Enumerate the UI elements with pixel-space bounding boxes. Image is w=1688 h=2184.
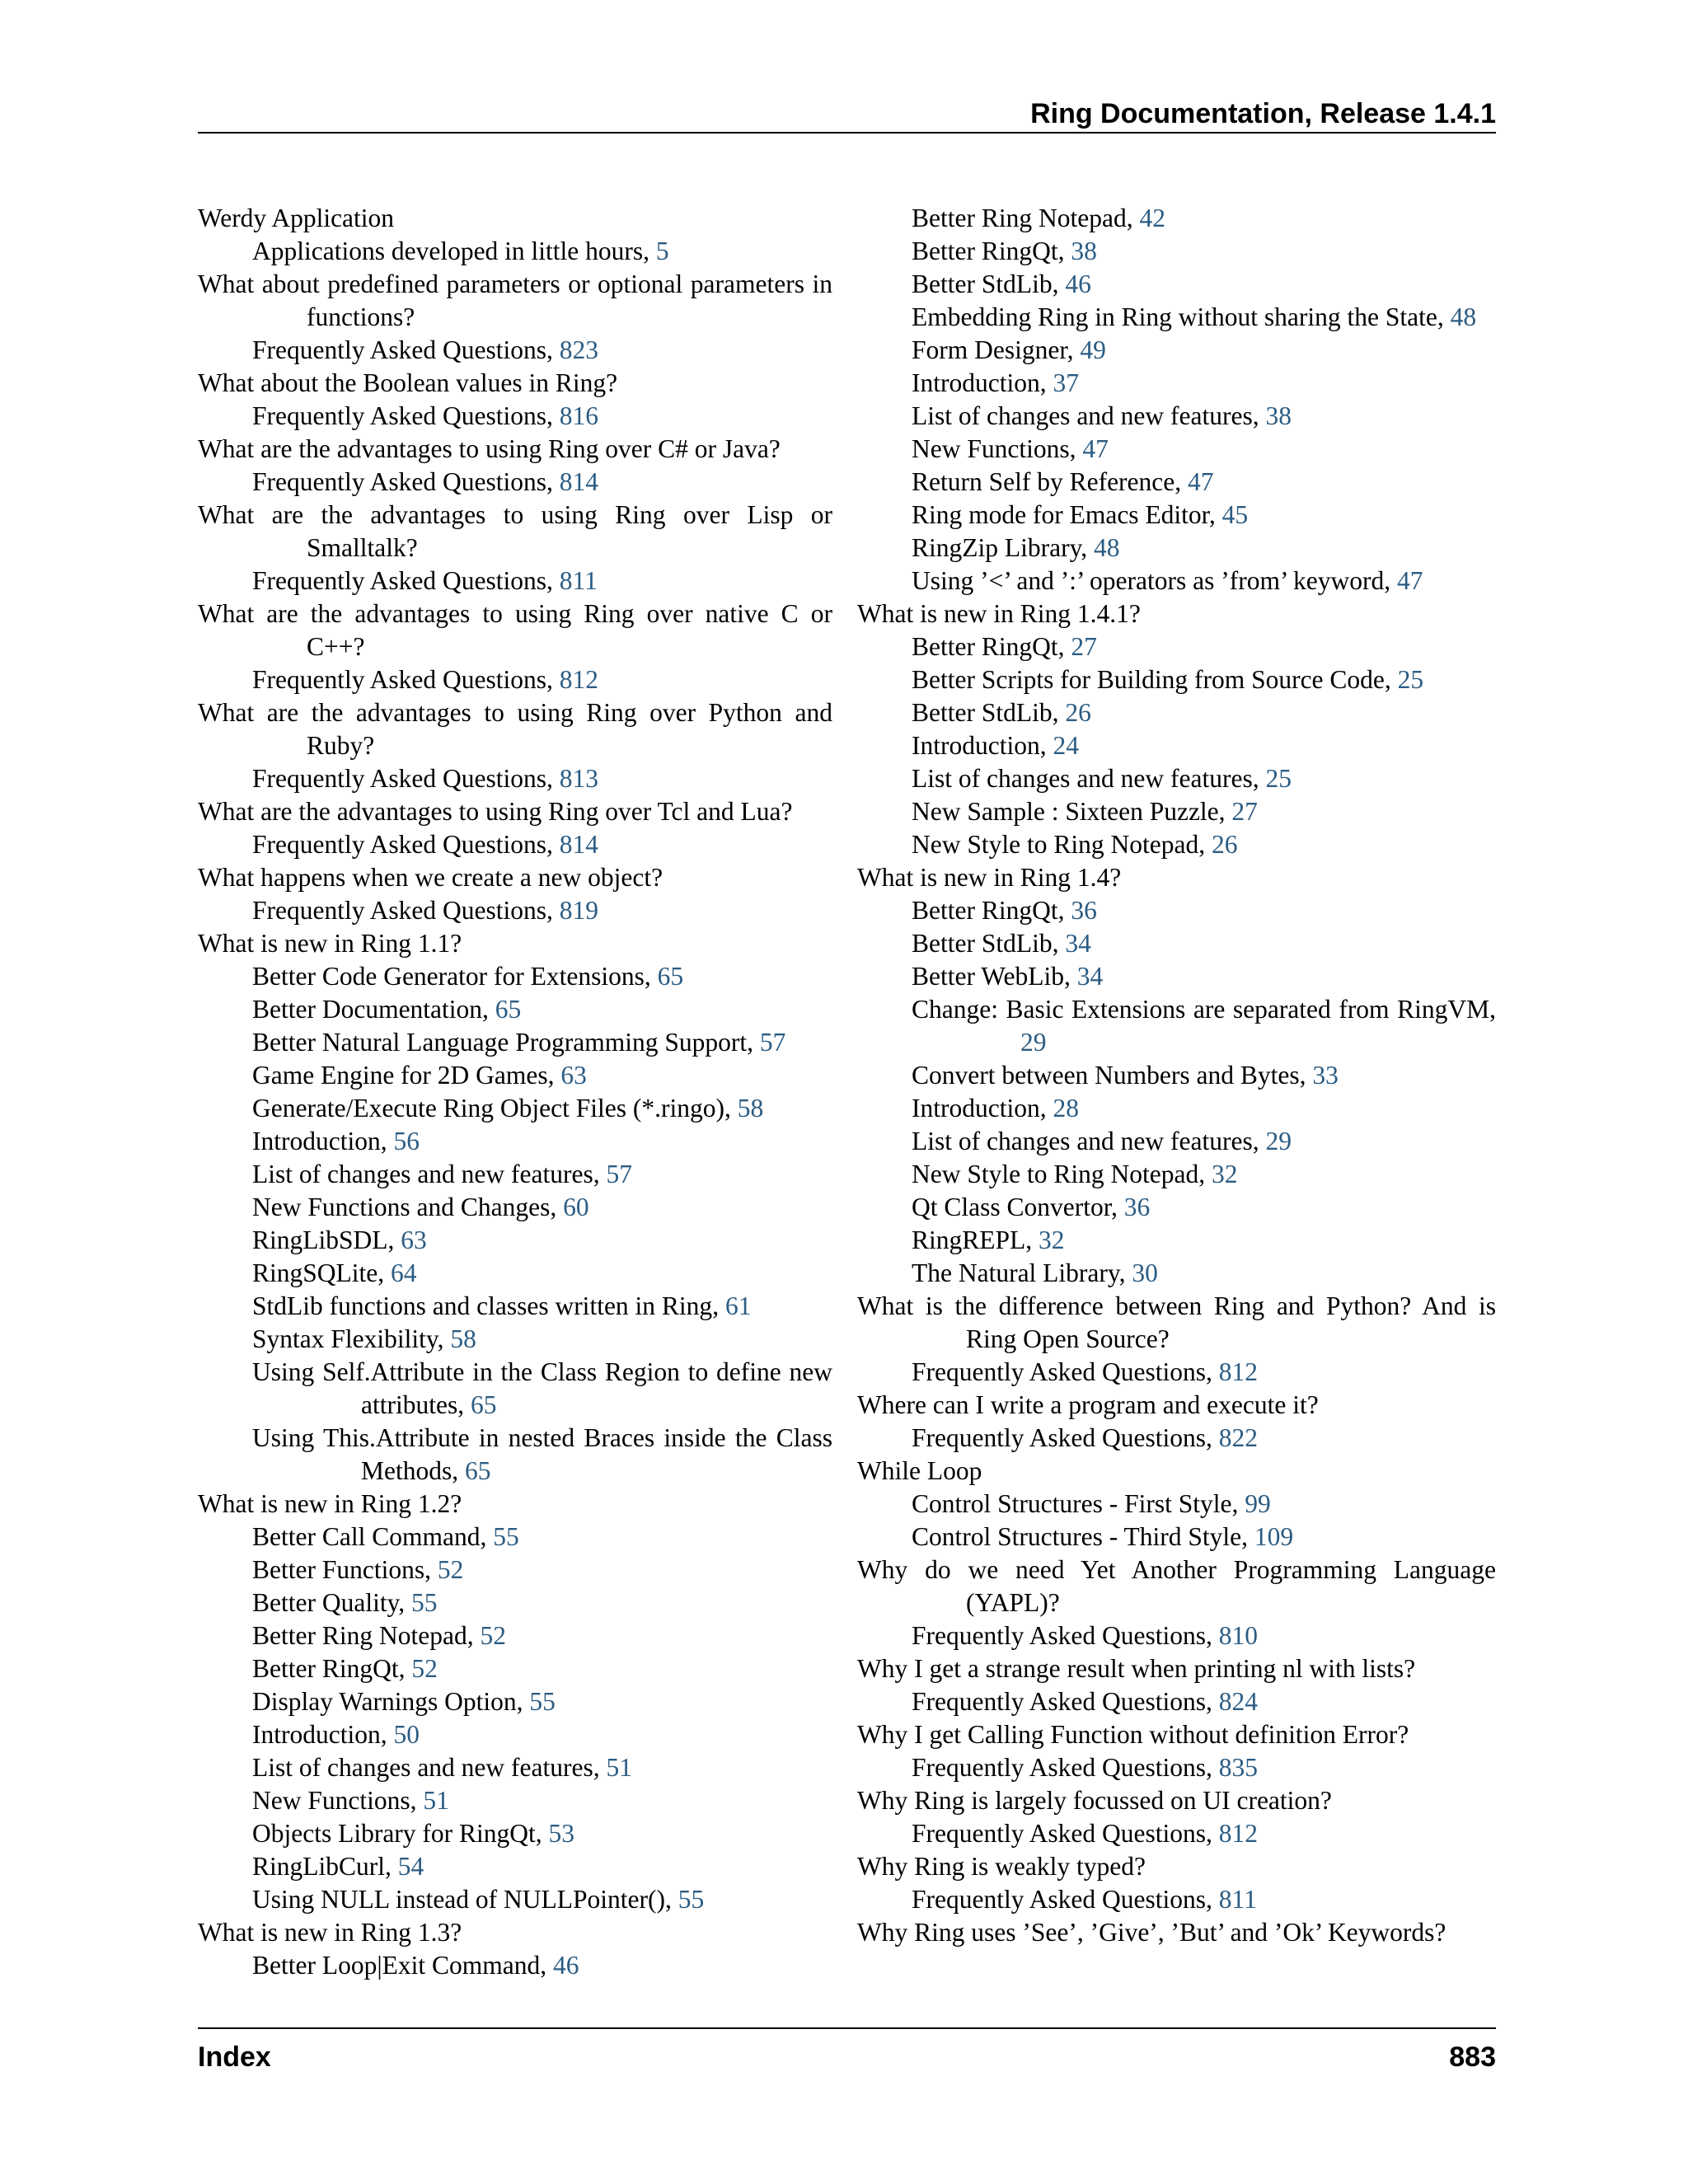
subentry-label: Frequently Asked Questions bbox=[912, 1885, 1206, 1914]
page-reference-link[interactable]: 57 bbox=[759, 1028, 786, 1057]
page-reference-link[interactable]: 36 bbox=[1071, 896, 1097, 925]
subentry-label: The Natural Library bbox=[912, 1258, 1119, 1287]
subentry-label: Better Quality bbox=[252, 1588, 399, 1617]
subentry-label: Convert between Numbers and Bytes bbox=[912, 1061, 1300, 1090]
subentry-label: Better Documentation bbox=[252, 995, 483, 1024]
index-subentry: New Style to Ring Notepad, 26 bbox=[912, 830, 1238, 859]
index-subentry: Frequently Asked Questions, 814 bbox=[252, 830, 598, 859]
subentry-label: Control Structures - First Style bbox=[912, 1489, 1232, 1518]
subentry-label: Frequently Asked Questions bbox=[912, 1357, 1206, 1386]
subentry-label: New Functions and Changes bbox=[252, 1193, 551, 1221]
index-subentry: Better StdLib, 46 bbox=[912, 269, 1091, 298]
index-subentry: Better Loop|Exit Command, 46 bbox=[252, 1951, 579, 1980]
page-reference-link[interactable]: 816 bbox=[559, 401, 598, 430]
page-reference-link[interactable]: 823 bbox=[559, 335, 598, 364]
page-reference-link[interactable]: 812 bbox=[559, 665, 598, 694]
index-subentry: Convert between Numbers and Bytes, 33 bbox=[912, 1061, 1339, 1090]
page-reference-link[interactable]: 49 bbox=[1080, 335, 1106, 364]
page-reference-link[interactable]: 51 bbox=[423, 1786, 449, 1815]
index-subentry: Qt Class Convertor, 36 bbox=[912, 1193, 1151, 1221]
page-number: 883 bbox=[1449, 2041, 1496, 2073]
page-reference-link[interactable]: 42 bbox=[1139, 204, 1165, 232]
subentry-label: Using This.Attribute in nested Braces inside the Class Methods bbox=[252, 1423, 832, 1485]
index-term: What is new in Ring 1.4.1? bbox=[857, 599, 1141, 628]
index-term: Why I get a strange result when printing nl with lists? bbox=[857, 1654, 1416, 1683]
subentry-label: New Functions bbox=[252, 1786, 410, 1815]
subentry-label: Frequently Asked Questions bbox=[912, 1819, 1206, 1848]
index-term: Why do we need Yet Another Programming Language (YAPL)? bbox=[857, 1555, 1496, 1617]
page-reference-link[interactable]: 812 bbox=[1218, 1819, 1258, 1848]
page-reference-link[interactable]: 32 bbox=[1039, 1226, 1065, 1254]
subentry-label: New Functions bbox=[912, 434, 1070, 463]
index-subentry: Using ’<’ and ’:’ operators as ’from’ keyword, 47 bbox=[912, 566, 1423, 595]
subentry-label: New Sample : Sixteen Puzzle bbox=[912, 797, 1219, 826]
index-subentry: Form Designer, 49 bbox=[912, 335, 1106, 364]
index-term: Why Ring is largely focussed on UI creation? bbox=[857, 1786, 1332, 1815]
page-reference-link[interactable]: 34 bbox=[1065, 929, 1091, 958]
subentry-label: New Style to Ring Notepad bbox=[912, 830, 1199, 859]
subentry-label: Introduction bbox=[252, 1127, 381, 1155]
index-subentry: Syntax Flexibility, 58 bbox=[252, 1324, 476, 1353]
index-subentry: Display Warnings Option, 55 bbox=[252, 1687, 556, 1716]
index-column-right bbox=[857, 202, 1496, 1949]
page-reference-link[interactable]: 52 bbox=[411, 1654, 438, 1683]
subentry-label: Using NULL instead of NULLPointer() bbox=[252, 1885, 665, 1914]
subentry-label: RingZip Library bbox=[912, 533, 1081, 562]
subentry-label: Better RingQt bbox=[252, 1654, 399, 1683]
page-reference-link[interactable]: 812 bbox=[1218, 1357, 1258, 1386]
page-reference-link[interactable]: 814 bbox=[559, 467, 598, 496]
subentry-label: Frequently Asked Questions bbox=[912, 1687, 1206, 1716]
index-subentry: Better WebLib, 34 bbox=[912, 962, 1104, 991]
index-subentry: New Functions, 47 bbox=[912, 434, 1109, 463]
page-reference-link[interactable]: 51 bbox=[606, 1753, 632, 1782]
index-subentry: Frequently Asked Questions, 810 bbox=[912, 1621, 1258, 1650]
index-subentry: Control Structures - First Style, 99 bbox=[912, 1489, 1271, 1518]
index-subentry: Frequently Asked Questions, 811 bbox=[252, 566, 598, 595]
index-term: What are the advantages to using Ring over Python and Ruby? bbox=[198, 698, 832, 760]
index-subentry: List of changes and new features, 38 bbox=[912, 401, 1292, 430]
subentry-label: Better Code Generator for Extensions bbox=[252, 962, 645, 991]
subentry-label: List of changes and new features bbox=[912, 1127, 1253, 1155]
page-reference-link[interactable]: 27 bbox=[1231, 797, 1258, 826]
subentry-label: Frequently Asked Questions bbox=[252, 335, 546, 364]
subentry-label: Better Ring Notepad bbox=[252, 1621, 467, 1650]
subentry-label: Form Designer bbox=[912, 335, 1067, 364]
subentry-label: RingREPL bbox=[912, 1226, 1026, 1254]
page-reference-link[interactable]: 65 bbox=[657, 962, 684, 991]
index-subentry: Frequently Asked Questions, 822 bbox=[912, 1423, 1258, 1452]
page-reference-link[interactable]: 26 bbox=[1065, 698, 1091, 727]
subentry-label: Frequently Asked Questions bbox=[252, 830, 546, 859]
page-reference-link[interactable]: 34 bbox=[1076, 962, 1104, 991]
subentry-label: RingLibSDL bbox=[252, 1226, 388, 1254]
index-term: Why Ring is weakly typed? bbox=[857, 1852, 1146, 1881]
subentry-label: Objects Library for RingQt bbox=[252, 1819, 536, 1848]
subentry-label: Better RingQt bbox=[912, 237, 1058, 265]
page-reference-link[interactable]: 58 bbox=[737, 1094, 764, 1122]
page-reference-link[interactable]: 36 bbox=[1123, 1193, 1151, 1221]
subentry-label: List of changes and new features bbox=[252, 1160, 593, 1188]
subentry-label: Qt Class Convertor bbox=[912, 1193, 1111, 1221]
index-subentry: RingLibCurl, 54 bbox=[252, 1852, 424, 1881]
page-reference-link[interactable]: 29 bbox=[1020, 1028, 1047, 1057]
page-reference-link[interactable]: 54 bbox=[397, 1852, 424, 1881]
index-subentry: RingLibSDL, 63 bbox=[252, 1226, 427, 1254]
page-reference-link[interactable]: 55 bbox=[493, 1522, 519, 1551]
subentry-label: Introduction bbox=[252, 1720, 381, 1749]
subentry-label: Frequently Asked Questions bbox=[252, 401, 546, 430]
page-reference-link[interactable]: 63 bbox=[560, 1061, 587, 1090]
subentry-label: Syntax Flexibility bbox=[252, 1324, 438, 1353]
index-subentry: Applications developed in little hours, 5 bbox=[252, 237, 669, 265]
subentry-label: Ring mode for Emacs Editor bbox=[912, 500, 1209, 529]
subentry-label: Better StdLib bbox=[912, 698, 1053, 727]
subentry-label: Using Self.Attribute in the Class Region to define new attributes bbox=[252, 1357, 832, 1419]
page-reference-link[interactable]: 814 bbox=[559, 830, 598, 859]
subentry-label: Control Structures - Third Style bbox=[912, 1522, 1242, 1551]
subentry-label: Frequently Asked Questions bbox=[252, 896, 546, 925]
page-reference-link[interactable]: 58 bbox=[450, 1324, 476, 1353]
index-subentry: Better RingQt, 36 bbox=[912, 896, 1097, 925]
page-reference-link[interactable]: 835 bbox=[1218, 1753, 1258, 1782]
index-subentry: Ring mode for Emacs Editor, 45 bbox=[912, 500, 1249, 529]
document-title: Ring Documentation, Release 1.4.1 bbox=[1030, 98, 1496, 129]
index-subentry: Embedding Ring in Ring without sharing the State, 48 bbox=[912, 302, 1477, 331]
subentry-label: Generate/Execute Ring Object Files (*.ringo) bbox=[252, 1094, 724, 1122]
page-reference-link[interactable]: 47 bbox=[1188, 467, 1214, 496]
subentry-label: StdLib functions and classes written in Ring bbox=[252, 1291, 713, 1320]
index-term: What is new in Ring 1.1? bbox=[198, 929, 462, 958]
index-term: While Loop bbox=[857, 1456, 982, 1485]
subentry-label: Frequently Asked Questions bbox=[252, 764, 546, 793]
page-reference-link[interactable]: 811 bbox=[1218, 1885, 1257, 1914]
subentry-label: Better WebLib bbox=[912, 962, 1064, 991]
page-reference-link[interactable]: 48 bbox=[1094, 533, 1120, 562]
subentry-label: Better Ring Notepad bbox=[912, 204, 1127, 232]
page-reference-link[interactable]: 819 bbox=[559, 896, 598, 925]
index-subentry: Introduction, 50 bbox=[252, 1720, 420, 1749]
subentry-label: List of changes and new features bbox=[912, 764, 1253, 793]
index-subentry: Frequently Asked Questions, 812 bbox=[912, 1819, 1258, 1848]
page-reference-link[interactable]: 24 bbox=[1053, 731, 1079, 760]
subentry-label: Frequently Asked Questions bbox=[252, 467, 546, 496]
subentry-label: RingSQLite bbox=[252, 1258, 378, 1287]
page-reference-link[interactable]: 5 bbox=[655, 237, 669, 265]
page-header bbox=[198, 96, 1496, 134]
index-subentry: New Sample : Sixteen Puzzle, 27 bbox=[912, 797, 1258, 826]
index-subentry: RingSQLite, 64 bbox=[252, 1258, 417, 1287]
subentry-label: Introduction bbox=[912, 1094, 1040, 1122]
page-reference-link[interactable]: 29 bbox=[1265, 1127, 1292, 1155]
page-reference-link[interactable]: 810 bbox=[1218, 1621, 1258, 1650]
index-subentry: Better RingQt, 52 bbox=[252, 1654, 438, 1683]
index-column-left bbox=[198, 202, 832, 1982]
page-reference-link[interactable]: 56 bbox=[393, 1127, 420, 1155]
page-reference-link[interactable]: 27 bbox=[1071, 632, 1097, 661]
page-reference-link[interactable]: 813 bbox=[559, 764, 598, 793]
subentry-label: Better Functions bbox=[252, 1555, 425, 1584]
page-reference-link[interactable]: 824 bbox=[1218, 1687, 1258, 1716]
page-reference-link[interactable]: 37 bbox=[1053, 368, 1079, 397]
page-reference-link[interactable]: 38 bbox=[1071, 237, 1097, 265]
index-subentry: Frequently Asked Questions, 823 bbox=[252, 335, 598, 364]
page-reference-link[interactable]: 47 bbox=[1082, 434, 1109, 463]
index-term: What is new in Ring 1.3? bbox=[198, 1918, 462, 1947]
subentry-label: Applications developed in little hours bbox=[252, 237, 644, 265]
index-subentry: Frequently Asked Questions, 814 bbox=[252, 467, 598, 496]
subentry-label: Frequently Asked Questions bbox=[912, 1621, 1206, 1650]
subentry-label: Frequently Asked Questions bbox=[912, 1423, 1206, 1452]
index-subentry: Better Call Command, 55 bbox=[252, 1522, 519, 1551]
index-subentry: Introduction, 24 bbox=[912, 731, 1079, 760]
index-subentry: Frequently Asked Questions, 819 bbox=[252, 896, 598, 925]
index-term: What are the advantages to using Ring over C# or Java? bbox=[198, 434, 781, 463]
subentry-label: Game Engine for 2D Games bbox=[252, 1061, 548, 1090]
subentry-label: Introduction bbox=[912, 368, 1040, 397]
index-subentry: New Functions, 51 bbox=[252, 1786, 449, 1815]
index-subentry: Change: Basic Extensions are separated from RingVM, 29 bbox=[912, 995, 1496, 1057]
page-reference-link[interactable]: 38 bbox=[1265, 401, 1292, 430]
index-subentry: Using This.Attribute in nested Braces inside the Class Methods, 65 bbox=[252, 1423, 832, 1485]
index-subentry: Better Ring Notepad, 52 bbox=[252, 1621, 506, 1650]
subentry-label: Frequently Asked Questions bbox=[912, 1753, 1206, 1782]
index-term: Where can I write a program and execute it? bbox=[857, 1390, 1319, 1419]
page-reference-link[interactable]: 57 bbox=[606, 1160, 632, 1188]
page-reference-link[interactable]: 30 bbox=[1132, 1258, 1158, 1287]
page-reference-link[interactable]: 64 bbox=[391, 1258, 417, 1287]
index-subentry: List of changes and new features, 25 bbox=[912, 764, 1292, 793]
index-term: What happens when we create a new object? bbox=[198, 863, 663, 892]
index-subentry: Frequently Asked Questions, 835 bbox=[912, 1753, 1258, 1782]
index-subentry: Generate/Execute Ring Object Files (*.ringo), 58 bbox=[252, 1094, 764, 1122]
index-term: What is new in Ring 1.2? bbox=[198, 1489, 462, 1518]
subentry-label: Better StdLib bbox=[912, 269, 1053, 298]
subentry-label: Better Natural Language Programming Support bbox=[252, 1028, 748, 1057]
page-reference-link[interactable]: 55 bbox=[411, 1588, 438, 1617]
index-subentry: Better StdLib, 34 bbox=[912, 929, 1091, 958]
subentry-label: New Style to Ring Notepad bbox=[912, 1160, 1199, 1188]
index-subentry: Frequently Asked Questions, 811 bbox=[912, 1885, 1257, 1914]
subentry-label: Better RingQt bbox=[912, 896, 1058, 925]
page-reference-link[interactable]: 53 bbox=[548, 1819, 575, 1848]
index-subentry: Control Structures - Third Style, 109 bbox=[912, 1522, 1294, 1551]
index-subentry: Introduction, 37 bbox=[912, 368, 1079, 397]
index-term: What is new in Ring 1.4? bbox=[857, 863, 1122, 892]
index-subentry: Introduction, 28 bbox=[912, 1094, 1079, 1122]
page-reference-link[interactable]: 61 bbox=[724, 1291, 752, 1320]
page-reference-link[interactable]: 47 bbox=[1396, 566, 1423, 595]
subentry-label: Better RingQt bbox=[912, 632, 1058, 661]
page-reference-link[interactable]: 811 bbox=[559, 566, 598, 595]
page-reference-link[interactable]: 65 bbox=[495, 995, 522, 1024]
page-reference-link[interactable]: 33 bbox=[1312, 1061, 1339, 1090]
index-subentry: Using NULL instead of NULLPointer(), 55 bbox=[252, 1885, 705, 1914]
page-reference-link[interactable]: 60 bbox=[563, 1193, 589, 1221]
index-subentry: List of changes and new features, 57 bbox=[252, 1160, 632, 1188]
index-subentry: List of changes and new features, 29 bbox=[912, 1127, 1292, 1155]
page-reference-link[interactable]: 63 bbox=[401, 1226, 427, 1254]
index-subentry: Better RingQt, 38 bbox=[912, 237, 1097, 265]
index-subentry: Frequently Asked Questions, 812 bbox=[252, 665, 598, 694]
subentry-label: Better StdLib bbox=[912, 929, 1053, 958]
index-subentry: Using Self.Attribute in the Class Region to define new attributes, 65 bbox=[252, 1357, 832, 1419]
subentry-label: Introduction bbox=[912, 731, 1040, 760]
index-subentry: Better Quality, 55 bbox=[252, 1588, 438, 1617]
page-reference-link[interactable]: 25 bbox=[1265, 764, 1292, 793]
index-subentry: Frequently Asked Questions, 812 bbox=[912, 1357, 1258, 1386]
index-term: What about predefined parameters or optional parameters in functions? bbox=[198, 269, 832, 331]
page-reference-link[interactable]: 52 bbox=[437, 1555, 464, 1584]
subentry-label: List of changes and new features bbox=[912, 401, 1253, 430]
page-reference-link[interactable]: 99 bbox=[1245, 1489, 1271, 1518]
index-subentry: Objects Library for RingQt, 53 bbox=[252, 1819, 575, 1848]
page-footer bbox=[198, 2027, 1496, 2079]
page-reference-link[interactable]: 32 bbox=[1211, 1160, 1238, 1188]
page-reference-link[interactable]: 65 bbox=[465, 1456, 491, 1485]
page-reference-link[interactable]: 25 bbox=[1397, 665, 1424, 694]
subentry-label: Better Scripts for Building from Source Code bbox=[912, 665, 1385, 694]
index-subentry: Better StdLib, 26 bbox=[912, 698, 1091, 727]
index-subentry: The Natural Library, 30 bbox=[912, 1258, 1158, 1287]
index-subentry: New Style to Ring Notepad, 32 bbox=[912, 1160, 1238, 1188]
page-reference-link[interactable]: 28 bbox=[1053, 1094, 1079, 1122]
subentry-label: RingLibCurl bbox=[252, 1852, 386, 1881]
index-subentry: Better Functions, 52 bbox=[252, 1555, 464, 1584]
page-reference-link[interactable]: 46 bbox=[1065, 269, 1091, 298]
page-reference-link[interactable]: 52 bbox=[480, 1621, 506, 1650]
index-term: Why Ring uses ’See’, ’Give’, ’But’ and ’Ok’ Keywords? bbox=[857, 1918, 1447, 1947]
subentry-label: Frequently Asked Questions bbox=[252, 665, 546, 694]
footer-section-label: Index bbox=[198, 2041, 271, 2073]
page-reference-link[interactable]: 46 bbox=[553, 1951, 579, 1980]
subentry-label: Change: Basic Extensions are separated from RingVM bbox=[912, 995, 1490, 1024]
page-reference-link[interactable]: 26 bbox=[1211, 830, 1238, 859]
index-subentry: Better Ring Notepad, 42 bbox=[912, 204, 1165, 232]
index-subentry: RingZip Library, 48 bbox=[912, 533, 1120, 562]
index-subentry: Game Engine for 2D Games, 63 bbox=[252, 1061, 587, 1090]
index-subentry: Better Scripts for Building from Source Code, 25 bbox=[912, 665, 1424, 694]
index-term: What about the Boolean values in Ring? bbox=[198, 368, 618, 397]
page-reference-link[interactable]: 55 bbox=[678, 1885, 705, 1914]
page-reference-link[interactable]: 45 bbox=[1221, 500, 1249, 529]
subentry-label: Better Call Command bbox=[252, 1522, 481, 1551]
subentry-label: Using ’<’ and ’:’ operators as ’from’ keyword bbox=[912, 566, 1385, 595]
page-reference-link[interactable]: 109 bbox=[1254, 1522, 1294, 1551]
index-subentry: New Functions and Changes, 60 bbox=[252, 1193, 589, 1221]
index-subentry: Better Natural Language Programming Support, 57 bbox=[252, 1028, 786, 1057]
page-reference-link[interactable]: 50 bbox=[393, 1720, 420, 1749]
page-reference-link[interactable]: 48 bbox=[1450, 302, 1477, 331]
index-subentry: Frequently Asked Questions, 813 bbox=[252, 764, 598, 793]
page-reference-link[interactable]: 822 bbox=[1218, 1423, 1258, 1452]
index-subentry: Frequently Asked Questions, 824 bbox=[912, 1687, 1258, 1716]
index-subentry: Introduction, 56 bbox=[252, 1127, 420, 1155]
index-subentry: Better RingQt, 27 bbox=[912, 632, 1097, 661]
index-subentry: Frequently Asked Questions, 816 bbox=[252, 401, 598, 430]
index-subentry: Better Documentation, 65 bbox=[252, 995, 522, 1024]
index-subentry: List of changes and new features, 51 bbox=[252, 1753, 632, 1782]
page-reference-link[interactable]: 65 bbox=[470, 1390, 497, 1419]
index-term: What are the advantages to using Ring over Tcl and Lua? bbox=[198, 797, 793, 826]
subentry-label: Frequently Asked Questions bbox=[252, 566, 546, 595]
index-subentry: StdLib functions and classes written in Ring, 61 bbox=[252, 1291, 752, 1320]
subentry-label: Embedding Ring in Ring without sharing the State bbox=[912, 302, 1437, 331]
index-term: Werdy Application bbox=[198, 204, 395, 232]
index-subentry: RingREPL, 32 bbox=[912, 1226, 1065, 1254]
index-term: What is the difference between Ring and Python? And is Ring Open Source? bbox=[857, 1291, 1496, 1353]
subentry-label: Return Self by Reference bbox=[912, 467, 1175, 496]
index-subentry: Return Self by Reference, 47 bbox=[912, 467, 1214, 496]
index-term: Why I get Calling Function without definition Error? bbox=[857, 1720, 1409, 1749]
subentry-label: List of changes and new features bbox=[252, 1753, 593, 1782]
index-term: What are the advantages to using Ring over native C or C++? bbox=[198, 599, 832, 661]
index-term: What are the advantages to using Ring over Lisp or Smalltalk? bbox=[198, 500, 832, 562]
index-subentry: Better Code Generator for Extensions, 65 bbox=[252, 962, 684, 991]
page-reference-link[interactable]: 55 bbox=[529, 1687, 556, 1716]
subentry-label: Better Loop|Exit Command bbox=[252, 1951, 541, 1980]
subentry-label: Display Warnings Option bbox=[252, 1687, 517, 1716]
